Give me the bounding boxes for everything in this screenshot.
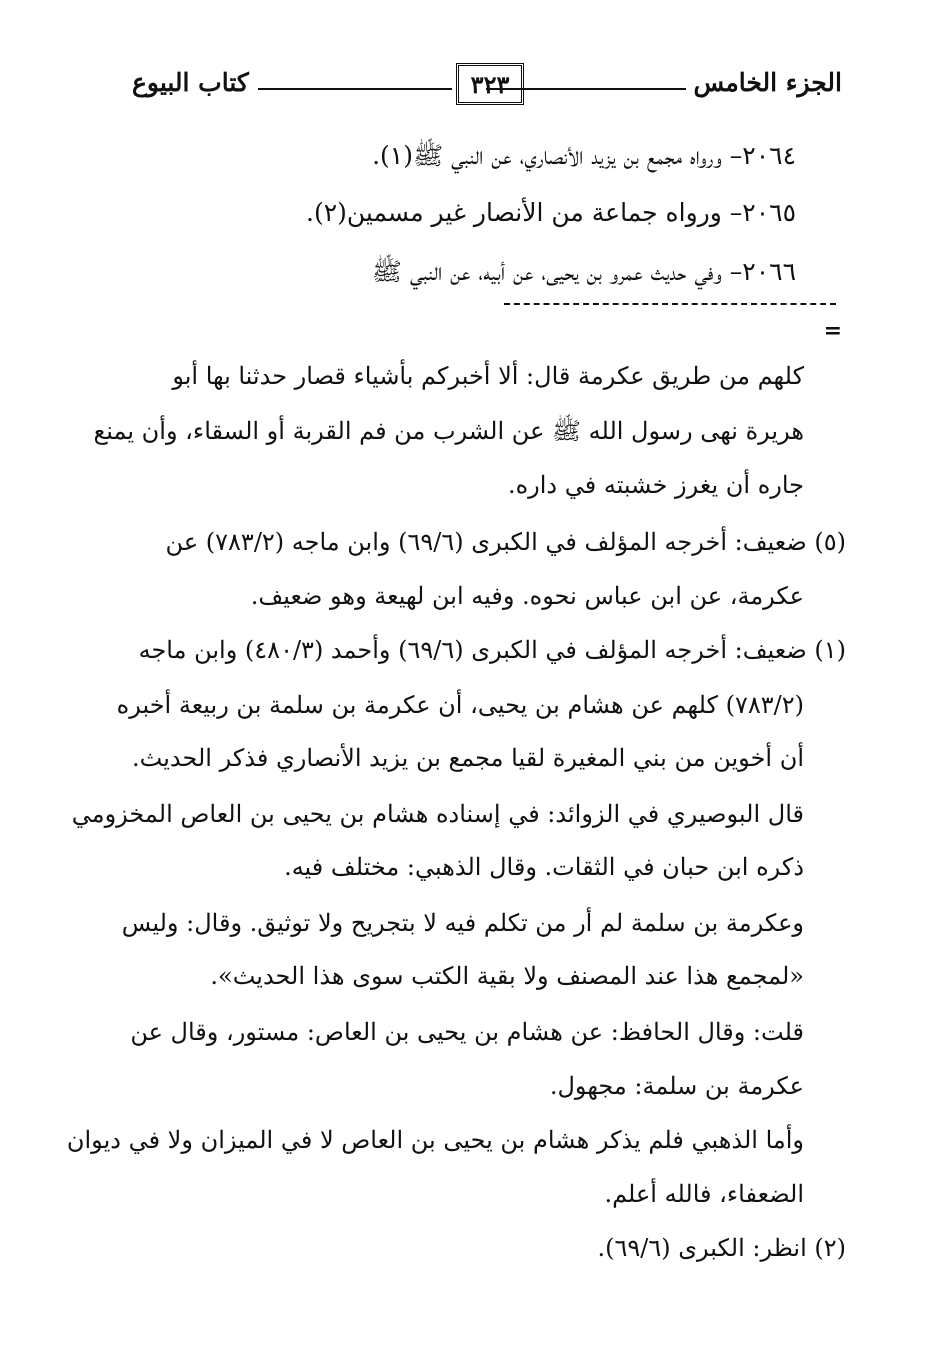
hadith-2065: ٢٠٦٥– ورواه جماعة من الأنصار غير مسمين(٢).	[306, 198, 796, 227]
footnote-line: كلهم من طريق عكرمة قال: ألا أخبركم بأشياء قصار حدثنا بها أبو	[172, 362, 804, 390]
footnote-2: (٢) انظر: الكبرى (٦٩/٦).	[597, 1234, 846, 1262]
footnote-line: وأما الذهبي فلم يذكر هشام بن يحيى بن العاص لا في الميزان ولا في ديوان	[66, 1126, 804, 1154]
hadith-2066: ٢٠٦٦– وفي حديث عمرو بن يحيى، عن أبيه، عن النبي ﷺ	[371, 257, 796, 286]
footnote-line: عكرمة، عن ابن عباس نحوه. وفيه ابن لهيعة وهو ضعيف.	[250, 582, 804, 610]
header-rule-left	[258, 88, 452, 90]
footnote-line: جاره أن يغرز خشبته في داره.	[507, 471, 804, 499]
footnote-line: هريرة نهى رسول الله ﷺ عن الشرب من فم القربة أو السقاء، وأن يمنع	[93, 417, 804, 445]
footnote-line: قال البوصيري في الزوائد: في إسناده هشام بن يحيى بن العاص المخزومي	[71, 800, 804, 828]
footnote-line: ذكره ابن حبان في الثقات. وقال الذهبي: مختلف فيه.	[284, 853, 804, 881]
footnote-line: أن أخوين من بني المغيرة لقيا مجمع بن يزيد الأنصاري فذكر الحديث.	[132, 744, 804, 772]
footnote-line: وعكرمة بن سلمة لم أر من تكلم فيه لا بتجريح ولا توثيق. وقال: وليس	[121, 909, 804, 937]
continuation-mark: =	[823, 318, 842, 344]
footnote-line: (٧٨٣/٢) كلهم عن هشام بن يحيى، أن عكرمة بن سلمة بن ربيعة أخبره	[116, 691, 804, 719]
footnote-line: قلت: وقال الحافظ: عن هشام بن يحيى بن العاص: مستور، وقال عن	[130, 1018, 804, 1046]
footnote-separator	[504, 303, 836, 305]
footnote-line: عكرمة بن سلمة: مجهول.	[549, 1072, 804, 1100]
part-title: الجزء الخامس	[693, 68, 842, 97]
footnote-5: (٥) ضعيف: أخرجه المؤلف في الكبرى (٦٩/٦) وابن ماجه (٧٨٣/٢) عن	[165, 528, 846, 556]
book-title: كتاب البيوع	[132, 68, 249, 97]
footnote-line: «لمجمع هذا عند المصنف ولا بقية الكتب سوى هذا الحديث».	[210, 962, 804, 990]
footnote-1: (١) ضعيف: أخرجه المؤلف في الكبرى (٦٩/٦) وأحمد (٤٨٠/٣) وابن ماجه	[138, 636, 846, 664]
page-number: ٣٢٣	[456, 63, 524, 105]
footnote-line: الضعفاء، فالله أعلم.	[604, 1180, 804, 1208]
hadith-2064: ٢٠٦٤– ورواه مجمع بن يزيد الأنصاري، عن النبي ﷺ(١).	[372, 141, 796, 170]
